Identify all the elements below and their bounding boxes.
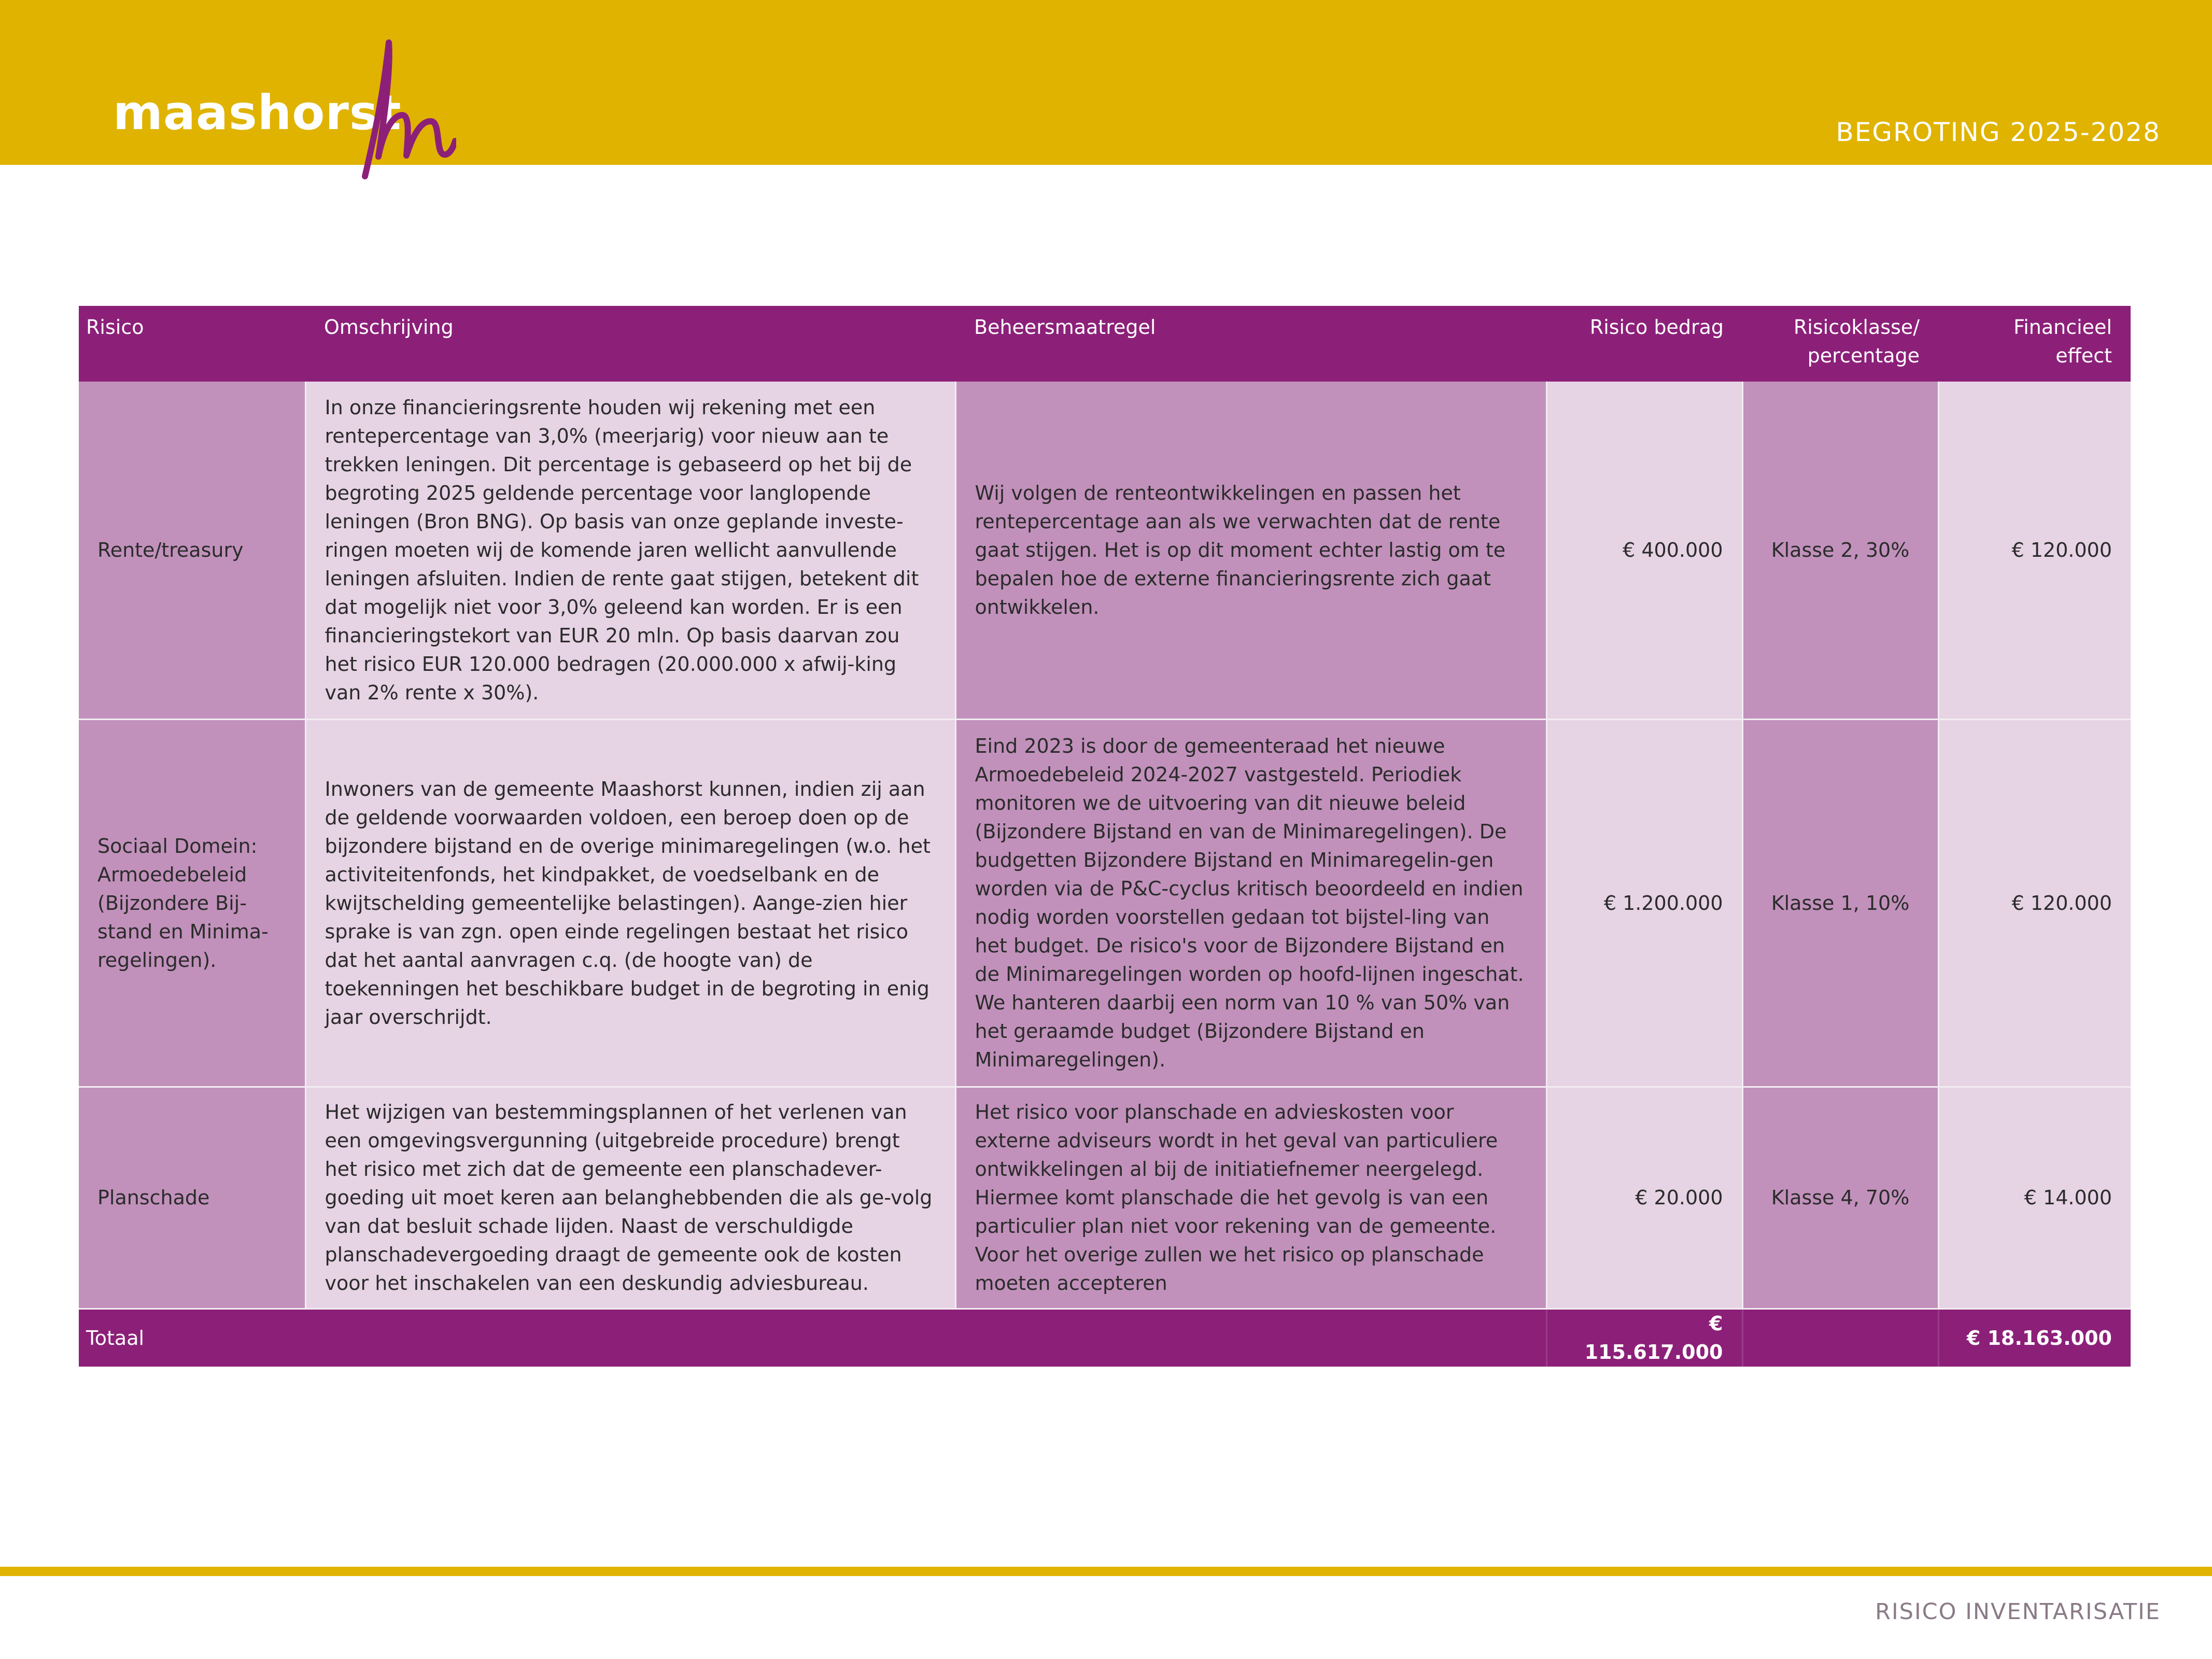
risico-bedrag-cell: € 400.000 xyxy=(1546,382,1742,720)
risico-cell: Planschade xyxy=(79,1087,305,1309)
footer-section-title: RISICO INVENTARISATIE xyxy=(1875,1599,2161,1625)
table-header-row xyxy=(79,306,2131,382)
total-row xyxy=(79,1309,2131,1367)
beheersmaatregel-cell: Het risico voor planschade en advieskosten voor externe adviseurs wordt in het geval van particuliere ontwikkelingen al bij de initiatiefnemer neergelegd. Hiermee komt planschade die het gevolg is van een particulier plan niet voor rekening van de gemeente. Voor het overige zullen we het risico op planschade moeten accepteren xyxy=(955,1087,1546,1309)
table-row xyxy=(79,382,2131,720)
column-header-risicoklasse: Risicoklasse/ percentage xyxy=(1742,306,1938,382)
risico-bedrag-cell: € 1.200.000 xyxy=(1546,720,1742,1087)
risicoklasse-cell: Klasse 2, 30% xyxy=(1742,382,1938,720)
table-row xyxy=(79,1087,2131,1309)
total-label: Totaal xyxy=(79,1309,1546,1367)
logo-text: maashorst xyxy=(113,85,402,140)
financieel-effect-cell: € 120.000 xyxy=(1938,382,2131,720)
omschrijving-cell: Het wijzigen van bestemmingsplannen of het verlenen van een omgevingsvergunning (uitgebreide procedure) brengt het risico met zich dat de gemeente een planschadever-goeding uit moet keren aan belanghebbenden die als ge-volg van dat besluit schade lijden. Naast de verschuldigde planschadevergoeding draagt de gemeente ook de kosten voor het inschakelen van een deskundig adviesbureau. xyxy=(305,1087,955,1309)
document-title: BEGROTING 2025-2028 xyxy=(1836,117,2161,147)
risicoklasse-cell: Klasse 1, 10% xyxy=(1742,720,1938,1087)
column-header-risico-bedrag: Risico bedrag xyxy=(1546,306,1742,382)
maashorst-m-logo-icon xyxy=(353,37,456,182)
column-header-omschrijving: Omschrijving xyxy=(305,306,955,382)
financieel-effect-cell: € 14.000 xyxy=(1938,1087,2131,1309)
risicoklasse-cell: Klasse 4, 70% xyxy=(1742,1087,1938,1309)
footer-rule xyxy=(0,1567,2212,1576)
risico-cell: Rente/treasury xyxy=(79,382,305,720)
risico-cell: Sociaal Domein: Armoedebeleid (Bijzondere Bij-stand en Minima-regelingen). xyxy=(79,720,305,1087)
beheersmaatregel-cell: Wij volgen de renteontwikkelingen en passen het rentepercentage aan als we verwachten dat de rente gaat stijgen. Het is op dit moment echter lastig om te bepalen hoe de externe financieringsrente zich gaat ontwikkelen. xyxy=(955,382,1546,720)
omschrijving-cell: Inwoners van de gemeente Maashorst kunnen, indien zij aan de geldende voorwaarden voldoen, een beroep doen op de bijzondere bijstand en de overige minimaregelingen (w.o. het activiteitenfonds, het kindpakket, de voedselbank en de kwijtschelding gemeentelijke belastingen). Aange-zien hier sprake is van zgn. open einde regelingen bestaat het risico dat het aantal aanvragen c.q. (de hoogte van) de toekenningen het beschikbare budget in de begroting in enig jaar overschrijdt. xyxy=(305,720,955,1087)
omschrijving-cell: In onze financieringsrente houden wij rekening met een rentepercentage van 3,0% (meerjarig) voor nieuw aan te trekken leningen. Dit percentage is gebaseerd op het bij de begroting 2025 geldende percentage voor langlopende leningen (Bron BNG). Op basis van onze geplande investe-ringen moeten wij de komende jaren wellicht aanvullende leningen afsluiten. Indien de rente gaat stijgen, betekent dit dat mogelijk niet voor 3,0% geleend kan worden. Er is een financieringstekort van EUR 20 mln. Op basis daarvan zou het risico EUR 120.000 bedragen (20.000.000 x afwij-king van 2% rente x 30%). xyxy=(305,382,955,720)
beheersmaatregel-cell: Eind 2023 is door de gemeenteraad het nieuwe Armoedebeleid 2024-2027 vastgesteld. Periodiek monitoren we de uitvoering van dit nieuwe beleid (Bijzondere Bijstand en van de Minimaregelingen). De budgetten Bijzondere Bijstand en Minimaregelin-gen worden via de P&C-cyclus kritisch beoordeeld en indien nodig worden voorstellen gedaan tot bijstel-ling van het budget. De risico's voor de Bijzondere Bijstand en de Minimaregelingen worden op hoofd-lijnen ingeschat. We hanteren daarbij een norm van 10 % van 50% van het geraamde budget (Bijzondere Bijstand en Minimaregelingen). xyxy=(955,720,1546,1087)
risico-bedrag-cell: € 20.000 xyxy=(1546,1087,1742,1309)
column-header-risico: Risico xyxy=(79,306,305,382)
column-header-financieel-effect: Financieel effect xyxy=(1938,306,2131,382)
total-financieel-effect: € 18.163.000 xyxy=(1938,1309,2131,1367)
risk-table xyxy=(79,306,2131,1367)
table-row xyxy=(79,720,2131,1087)
column-header-beheersmaatregel: Beheersmaatregel xyxy=(955,306,1546,382)
total-risicoklasse-empty xyxy=(1742,1309,1938,1367)
total-risico-bedrag: € 115.617.000 xyxy=(1546,1309,1742,1367)
financieel-effect-cell: € 120.000 xyxy=(1938,720,2131,1087)
